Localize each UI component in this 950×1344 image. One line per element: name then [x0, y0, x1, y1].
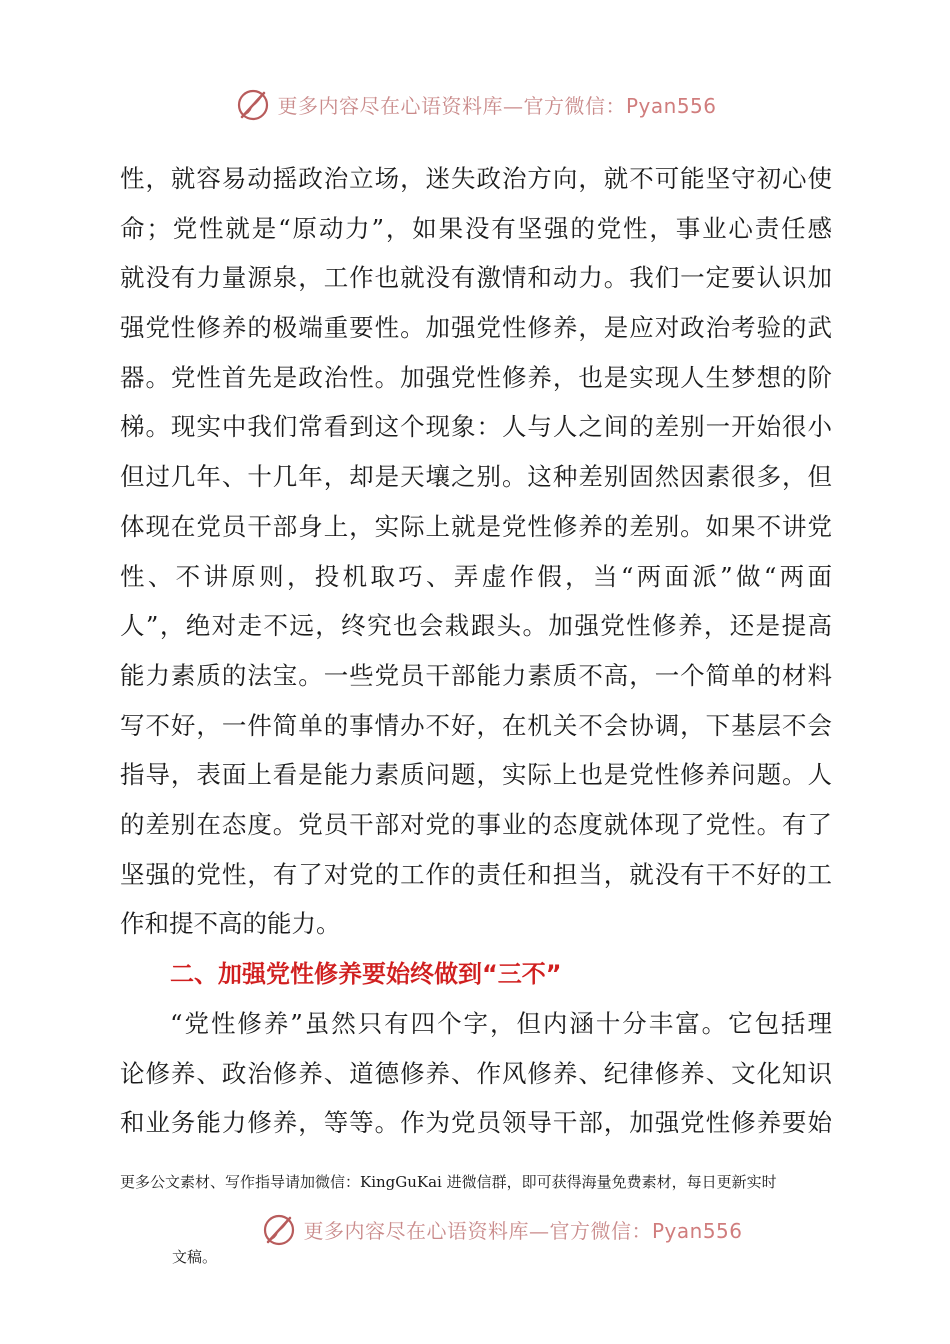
body-line: 人”，绝对走不远，终究也会栽跟头。加强党性修养，还是提高 — [120, 611, 832, 641]
body-line: 但过几年、十几年，却是天壤之别。这种差别固然因素很多，但 — [120, 462, 832, 492]
header-watermark — [0, 82, 950, 126]
section-heading: 二、加强党性修养要始终做到“三不” — [170, 960, 562, 988]
body-line: 指导，表面上看是能力素质问题，实际上也是党性修养问题。人 — [120, 760, 832, 790]
body-line: 命；党性就是“原动力”，如果没有坚强的党性，事业心责任感 — [120, 213, 832, 243]
footer-watermark — [26, 1207, 950, 1251]
watermark-text: 更多内容尽在心语资料库—官方微信：Pyan556 — [303, 1218, 743, 1243]
body-line: 论修养、政治修养、道德修养、作风修养、纪律修养、文化知识 — [120, 1058, 832, 1088]
body-line: 就没有力量源泉，工作也就没有激情和动力。我们一定要认识加 — [120, 263, 832, 293]
body-line: 体现在党员干部身上，实际上就是党性修养的差别。如果不讲党 — [120, 511, 832, 541]
body-line: “党性修养”虽然只有四个字，但内涵十分丰富。它包括理 — [170, 1009, 832, 1038]
quill-seal-icon — [259, 1209, 299, 1249]
footer-note: 更多公文素材、写作指导请加微信：KingGuKai 进微信群，即可获得海量免费素材，每日更新实时 — [120, 1173, 777, 1191]
watermark-text: 更多内容尽在心语资料库—官方微信：Pyan556 — [277, 93, 717, 118]
footer-note-continuation: 文稿。 — [172, 1248, 218, 1266]
body-line: 性，就容易动摇政治立场，迷失政治方向，就不可能坚守初心使 — [120, 164, 832, 193]
body-line: 写不好，一件简单的事情办不好，在机关不会协调，下基层不会 — [120, 710, 832, 740]
body-line: 器。党性首先是政治性。加强党性修养，也是实现人生梦想的阶 — [120, 362, 832, 392]
quill-seal-icon — [233, 84, 273, 124]
body-line: 坚强的党性，有了对党的工作的责任和担当，就没有干不好的工 — [120, 859, 832, 889]
document-body — [120, 154, 832, 1148]
body-line: 能力素质的法宝。一些党员干部能力素质不高，一个简单的材料 — [120, 660, 832, 690]
body-line: 和业务能力修养，等等。作为党员领导干部，加强党性修养要始 — [120, 1108, 832, 1138]
body-line: 的差别在态度。党员干部对党的事业的态度就体现了党性。有了 — [120, 809, 832, 839]
body-line: 作和提不高的能力。 — [120, 909, 341, 939]
body-line: 性、不讲原则，投机取巧、弄虚作假，当“两面派”做“两面 — [120, 561, 832, 591]
body-line: 梯。现实中我们常看到这个现象：人与人之间的差别一开始很小 — [120, 412, 832, 442]
body-line: 强党性修养的极端重要性。加强党性修养，是应对政治考验的武 — [120, 313, 832, 343]
